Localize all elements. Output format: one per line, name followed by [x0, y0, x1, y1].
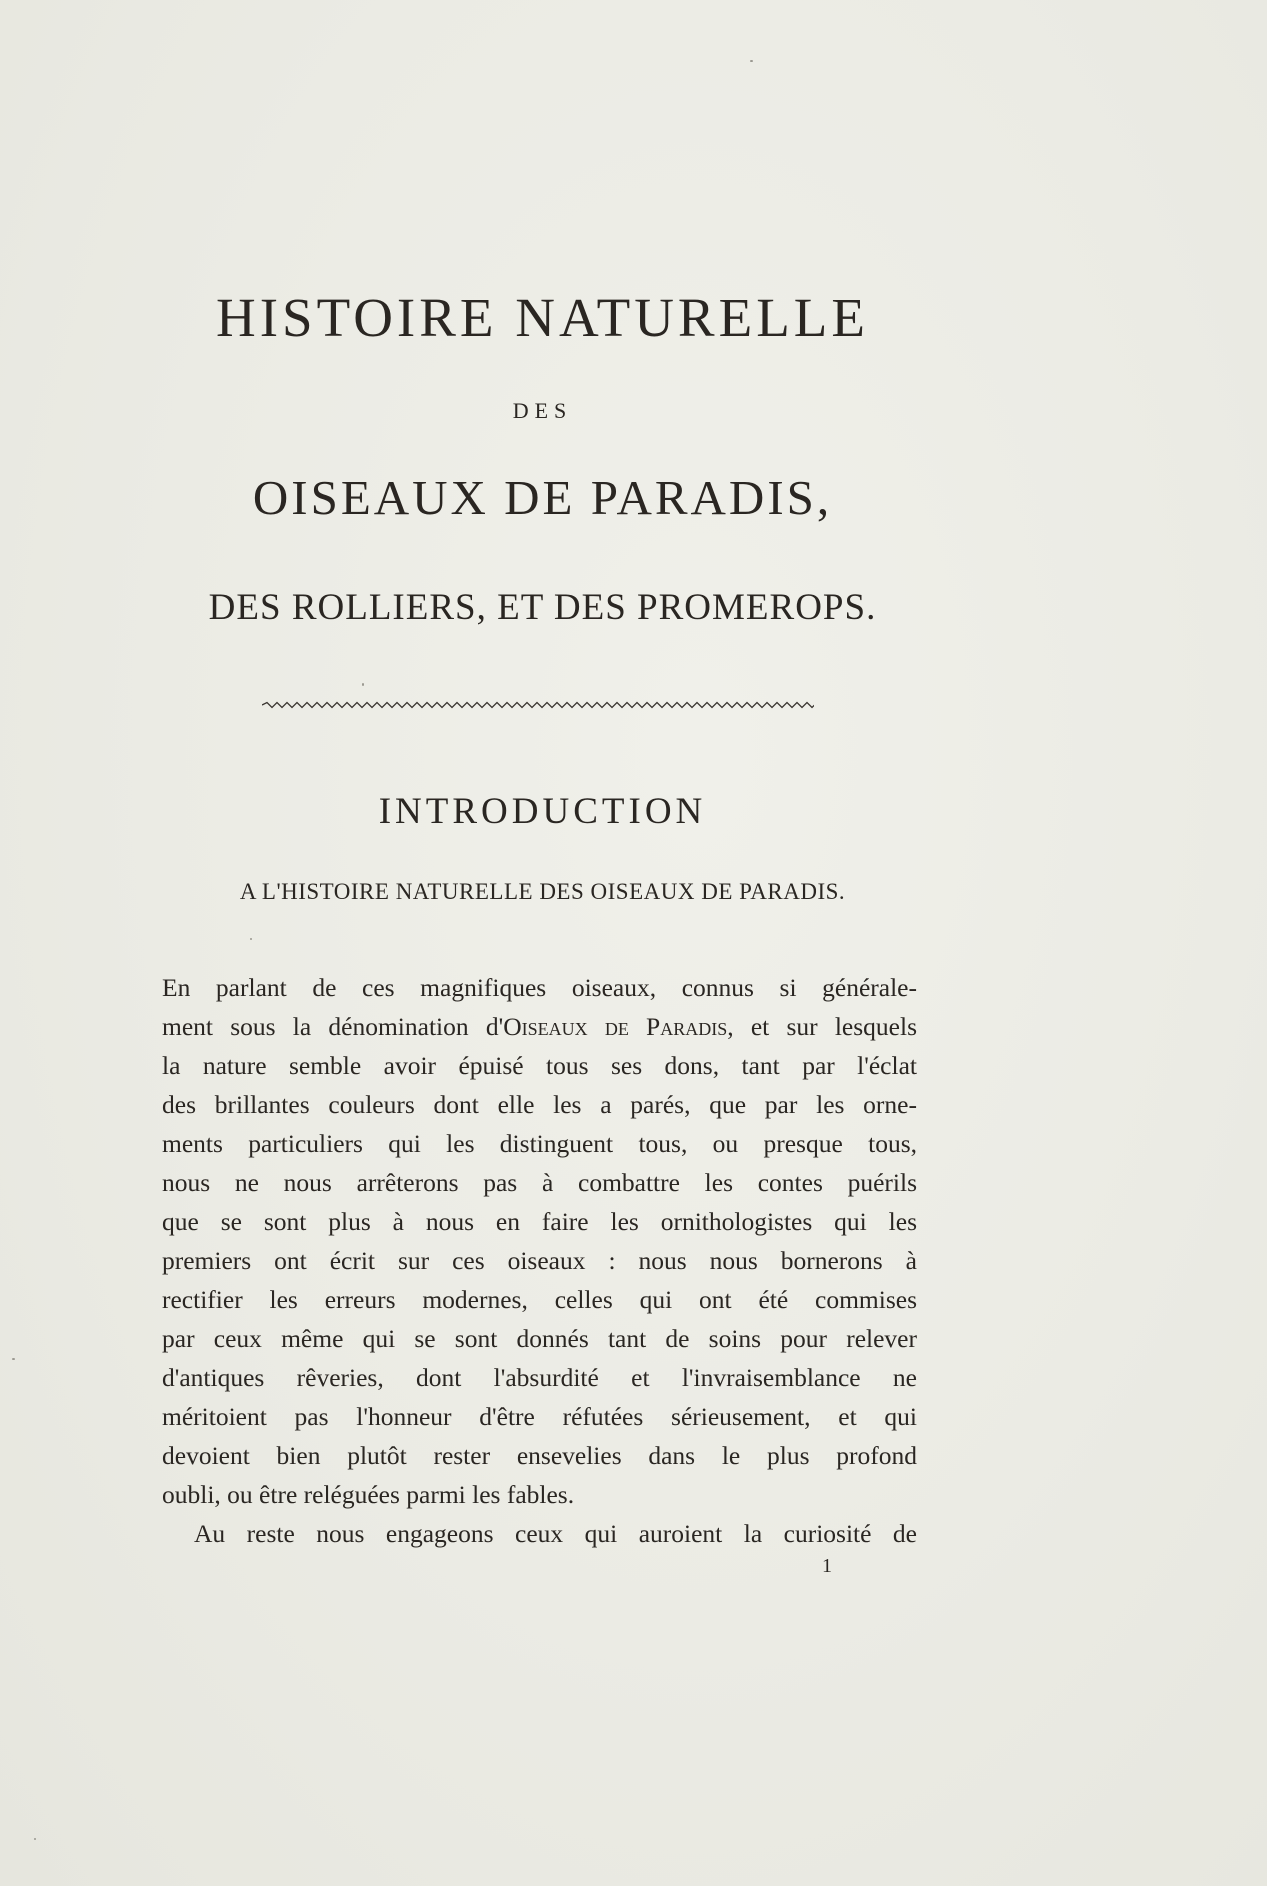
- body-paragraph: [162, 968, 917, 1553]
- paper-speck: [250, 938, 252, 940]
- title-rolliers-promerops: DES ROLLIERS, ET DES PROMEROPS.: [208, 587, 877, 628]
- text-line: [162, 1124, 917, 1163]
- text-line-content: la nature semble avoir épuisé tous ses dons, tant par l'éclat: [162, 1051, 917, 1080]
- text-line-content: ment sous la dénomination d': [162, 1012, 504, 1041]
- text-line-content: ments particuliers qui les distinguent tous, ou presque tous,: [162, 1129, 917, 1158]
- paper-speck: [362, 683, 364, 686]
- text-line: [162, 968, 917, 1007]
- text-line: [162, 1358, 917, 1397]
- text-line-content: premiers ont écrit sur ces oiseaux : nous nous bornerons à: [162, 1246, 917, 1275]
- wavy-rule-ornament: [262, 700, 814, 710]
- oiseaux-de-paradis-smallcaps: Oiseaux de Paradis: [503, 1012, 728, 1041]
- text-line: [162, 1319, 917, 1358]
- text-line: [162, 1163, 917, 1202]
- text-line: [162, 1007, 917, 1046]
- text-line-content: des brillantes couleurs dont elle les a parés, que par les orne-: [162, 1090, 917, 1119]
- text-line-content: rectifier les erreurs modernes, celles qui ont été commises: [162, 1285, 917, 1314]
- text-line: [162, 1397, 917, 1436]
- text-line-content: , et sur lesquels: [727, 1012, 917, 1041]
- text-line: [162, 1202, 917, 1241]
- book-title: HISTOIRE NATURELLE: [215, 287, 870, 348]
- text-line-content: devoient bien plutôt rester ensevelies dans le plus profond: [162, 1441, 917, 1470]
- text-line: [162, 1085, 917, 1124]
- text-line-content: En parlant de ces magnifiques oiseaux, connus si générale-: [162, 973, 917, 1002]
- introduction-subheading: A L'HISTOIRE NATURELLE DES OISEAUX DE PARADIS.: [239, 879, 846, 904]
- text-line: [162, 1514, 917, 1553]
- text-line-content: nous ne nous arrêterons pas à combattre les contes puérils: [162, 1168, 917, 1197]
- text-line-content: par ceux même qui se sont donnés tant de soins pour relever: [162, 1324, 917, 1353]
- text-line: [162, 1475, 917, 1514]
- text-line-content: méritoient pas l'honneur d'être réfutées sérieusement, et qui: [162, 1402, 917, 1431]
- text-line: [162, 1280, 917, 1319]
- introduction-heading: INTRODUCTION: [378, 791, 707, 832]
- text-line-content: Au reste nous engageons ceux qui auroient la curiosité de: [194, 1519, 917, 1548]
- paper-speck: [34, 1838, 36, 1840]
- text-line-content: oubli, ou être reléguées parmi les fables.: [162, 1480, 575, 1509]
- page-number: 1: [822, 1555, 832, 1577]
- text-line: [162, 1436, 917, 1475]
- paper-speck: [750, 60, 753, 62]
- text-line-content: que se sont plus à nous en faire les ornithologistes qui les: [162, 1207, 917, 1236]
- title-oiseaux-de-paradis: OISEAUX DE PARADIS,: [252, 470, 833, 525]
- paper-speck: [12, 1358, 15, 1360]
- title-des: DES: [512, 398, 573, 423]
- text-line-content: d'antiques rêveries, dont l'absurdité et l'invraisemblance ne: [162, 1363, 917, 1392]
- text-line: [162, 1046, 917, 1085]
- text-line: [162, 1241, 917, 1280]
